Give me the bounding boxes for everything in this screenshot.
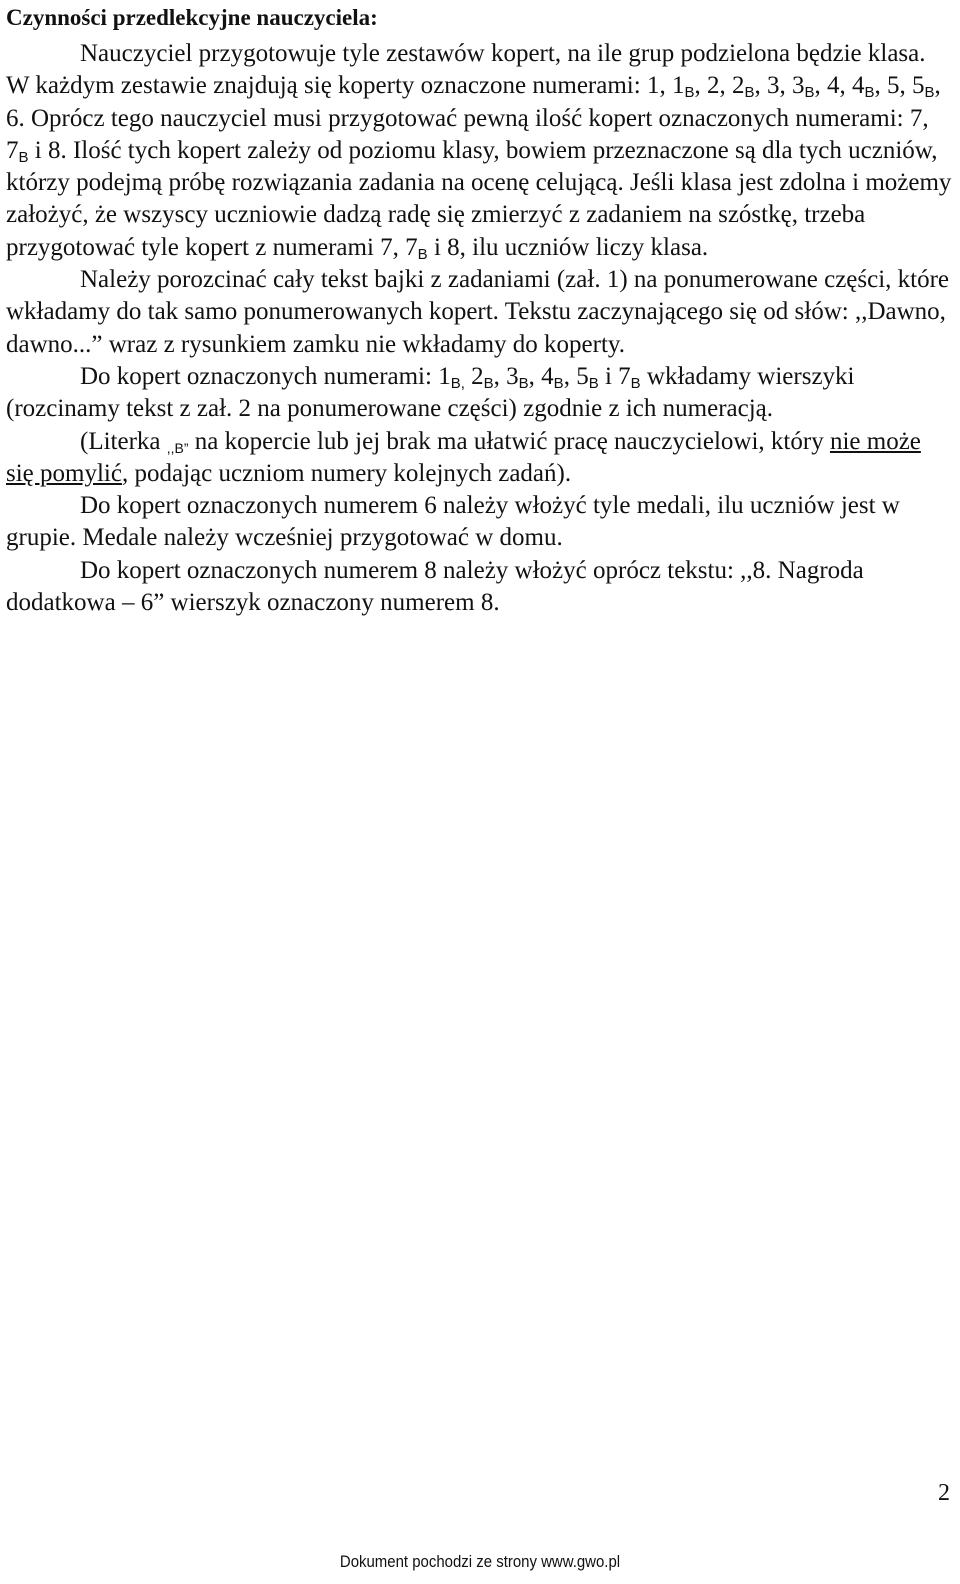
- underlined-phrase: nie może się pomylić: [6, 427, 921, 487]
- document-body: [6, 38, 954, 619]
- subscript-b: B: [588, 374, 599, 392]
- subscript-b: B,: [450, 374, 465, 392]
- document-page: [6, 4, 954, 619]
- subscript-b: B: [744, 84, 755, 102]
- footer-source: Dokument pochodzi ze strony www.gwo.pl: [339, 1552, 621, 1571]
- paragraph-poems: Do kopert oznaczonych numerami: $1_{B,}$ $2_B$, $3_B$, $4_B$, $5_B$ i $7_B$ wkładamy wierszyki (rozcinamy tekst z zał. 2 na ponumerowane części) zgodnie z ich numeracją.: [6, 362, 855, 423]
- paragraph-bonus-reward: Do kopert oznaczonych numerem 8 należy włożyć oprócz tekstu: ,,8. Nagroda dodatkowa – 6” wierszyk oznaczony numerem 8.: [6, 556, 864, 617]
- subscript-b: B: [553, 374, 564, 392]
- section-heading: Czynności przedlekcyjne nauczyciela:: [6, 5, 378, 30]
- subscript-b: B: [924, 84, 935, 102]
- subscript-b: B: [864, 84, 875, 102]
- paragraph-envelope-sets: Nauczyciel przygotowuje tyle zestawów kopert, na ile grup podzielona będzie klasa. W każdym zestawie znajdują się koperty oznaczone numerami: 1, $1_B$, 2, $2_B$, 3, $3_B$, 4, $4_B$, 5, $5_B$, 6. Oprócz tego nauczyciel musi przygotować pewną ilość kopert oznaczonych numerami: 7, $7_B$ i 8. Ilość tych kopert zależy od poziomu klasy, bowiem przeznaczone są dla tych uczniów, którzy podejmą próbę rozwiązania zadania na ocenę celującą. Jeśli klasa jest zdolna i możemy założyć, że wszyscy uczniowie dadzą radę się zmierzyć z zadaniem na szóstkę, trzeba przygotować tyle kopert z numerami 7, $7_B$ i 8, ilu uczniów liczy klasa.: [6, 40, 952, 263]
- paragraph-medals: Do kopert oznaczonych numerem 6 należy włożyć tyle medali, ilu uczniów jest w grupie. Medale należy wcześniej przygotować w domu.: [6, 492, 900, 552]
- subscript-b: B: [684, 84, 695, 102]
- quoted-letter-b: ,,B”: [166, 439, 189, 456]
- subscript-b: B: [483, 374, 494, 392]
- paragraph-letter-note: (Literka $_{,,B”}$ na kopercie lub jej brak ma ułatwić pracę nauczycielowi, który nie może się pomylić, podając uczniom numery kolejnych zadań).: [6, 427, 921, 487]
- subscript-b: B: [417, 245, 428, 263]
- subscript-b: B: [630, 374, 641, 392]
- page-number: 2: [938, 1480, 950, 1506]
- subscript-b: B: [18, 148, 29, 166]
- subscript-b: B: [804, 84, 815, 102]
- subscript-b: B: [518, 374, 529, 392]
- paragraph-cut-story: Należy porozcinać cały tekst bajki z zadaniami (zał. 1) na ponumerowane części, które wkładamy do tak samo ponumerowanych kopert. Tekstu zaczynającego się od słów: ,,Dawno, dawno...” wraz z rysunkiem zamku nie wkładamy do koperty.: [6, 266, 950, 358]
